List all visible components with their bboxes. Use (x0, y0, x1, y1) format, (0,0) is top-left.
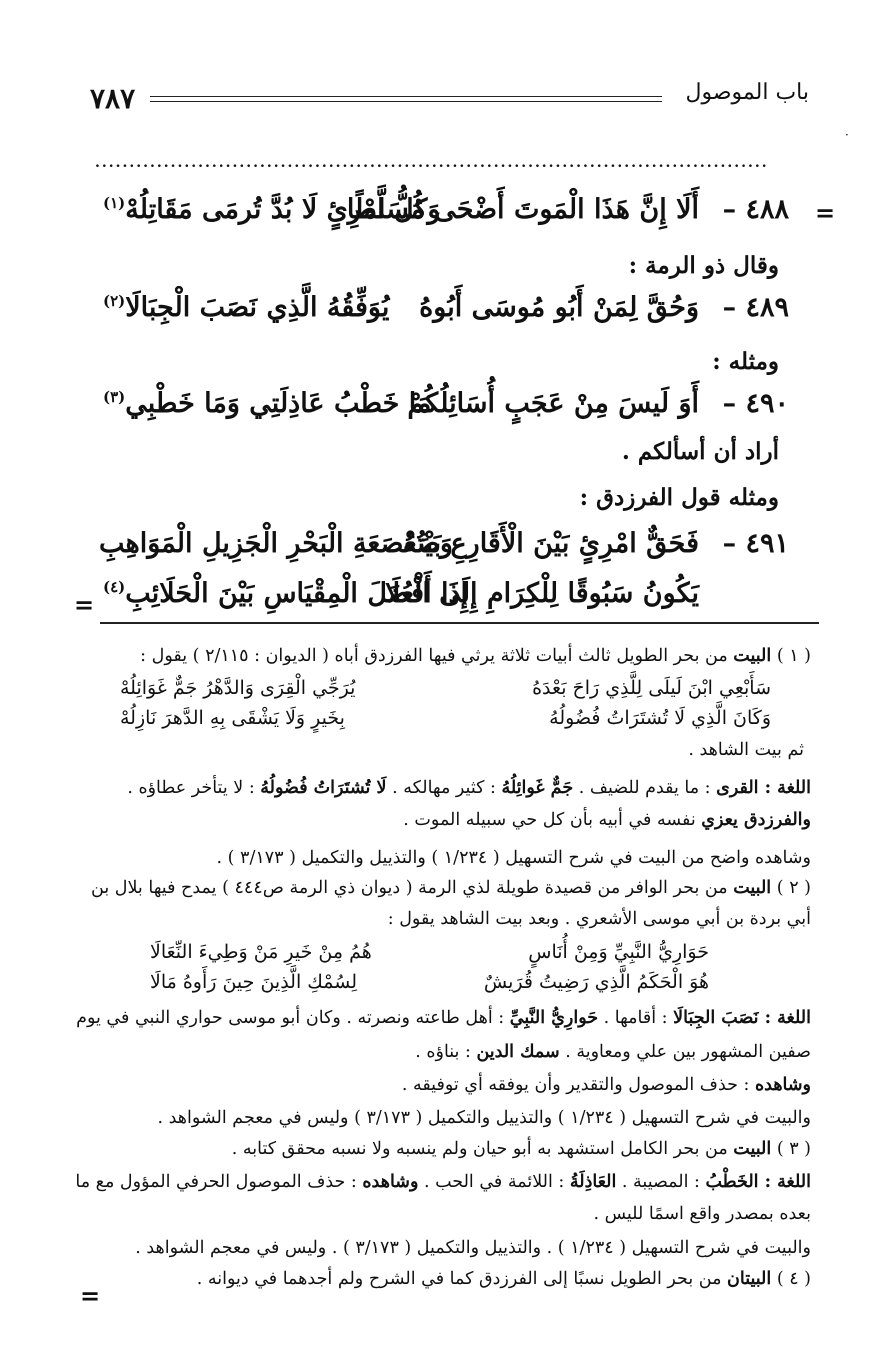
header-rule-bottom (150, 101, 662, 102)
footnote-line: ثم بيت الشاهد . (688, 740, 804, 760)
verse-489 (99, 292, 789, 338)
prose-line: ومثله قول الفرزدق : (579, 484, 779, 511)
footnote-rule (100, 622, 819, 624)
footnote-line: صفين المشهور بين علي ومعاوية . سمك الدين : بناؤه . (415, 1042, 811, 1062)
prose-line: ومثله : (712, 348, 779, 375)
footnote-line: اللغة : الخَطْبُ : المصيبة . العَاذِلَةُ : اللائمة في الحب . وشاهده : حذف الموصول الحرفي المؤول مع ما (75, 1172, 811, 1192)
footnote-line: والفرزدق يعزي نفسه في أبيه بأن كل حي سبيله الموت . (403, 810, 811, 830)
footnote-verse: بِخَيرٍ وَلَا يَشْقَى بِهِ الدَّهرَ نَازِلُهْ (120, 707, 345, 729)
verse-number: ٤٨٩ – (722, 292, 789, 323)
footnote-line: اللغة : نَصَبَ الجِبَالَا : أقامها . حَوارِيُّ النَّبِيِّ : أهل طاعته ونصرته . وكان أبو موسى حواري النبي في يوم (76, 1008, 811, 1028)
footnote-ref: (٢) (103, 292, 126, 310)
footnote-line: والبيت في شرح التسهيل ( ١/٢٣٤ ) والتذييل والتكميل ( ٣/١٧٣ ) وليس في معجم الشواهد . (157, 1108, 811, 1128)
prose-line: أراد أن أسألكم . (621, 438, 779, 465)
footnote-ref: (١) (103, 194, 126, 212)
verse-first-hemistich: فَحَقٌّ امْرِئٍ بَيْنَ الْأَقَارِعِ بَيْتُهُ (402, 528, 699, 559)
footnote-verse: وَكَانَ الَّذِي لَا تُشتَرَاتُ فُضُولُهُ (549, 707, 771, 729)
header-rule-top (150, 96, 662, 97)
footnote-verse: هُمُ مِنْ خَيرِ مَنْ وَطِيءَ النِّعَالَا (150, 941, 372, 963)
verse-second-hemistich: مَا خَطْبُ عَاذِلَتِي وَمَا خَطْبِي$^{(٣)}$ (103, 388, 432, 419)
continuation-mark: = (815, 198, 836, 227)
footnote-verse: سَأَبْعِي ابْنَ لَيلَى لِلَّذِي رَاحَ بَعْدَهُ (532, 677, 771, 699)
verse-second-hemistich: وَكُلُّ امْرِئٍ لَا بُدَّ تُرمَى مَقَاتِلُهْ$^{(١)}$ (103, 194, 441, 225)
footnote-line: بعده بمصدر واقع اسمًا لليس . (593, 1204, 811, 1224)
section-title: باب الموصول (685, 80, 809, 105)
verse-490 (99, 388, 789, 434)
footnote-verse: هُوَ الْحَكَمُ الَّذِي رَضِيتُ قُرَيشٌ (483, 971, 709, 993)
footnote-ref: (٣) (103, 388, 126, 406)
footnote-verse: حَوَارِيُّ النَّبِيِّ وَمِنْ أُنَاسٍ (528, 941, 709, 963)
verse-second-hemistich: يُوَفِّقُهُ الَّذِي نَصَبَ الْجِبَالَا$^{(٢)}$ (103, 292, 390, 323)
footnote-verse: يُرَجِّي الْقِرَى وَالدَّهْرُ جَمٌّ غَوَائِلُهْ (120, 677, 356, 699)
footnote-2: ( ٢ ) البيت من بحر الوافر من قصيدة طويلة لذي الرمة ( ديوان ذي الرمة ص٤٤٤ ) يمدح فيها بلال بن (91, 878, 812, 898)
verse-number: ٤٩١ – (722, 528, 789, 559)
footnote-line: أبي بردة بن أبي موسى الأشعري . وبعد بيت الشاهد يقول : (387, 909, 811, 929)
footnote-3: ( ٣ ) البيت من بحر الكامل استشهد به أبو حيان ولم ينسبه ولا نسبه محقق كتابه . (231, 1139, 811, 1159)
footnote-ref: (٤) (103, 578, 126, 596)
continuation-mark: = (74, 590, 95, 619)
footnote-line: اللغة : القرى : ما يقدم للضيف . جَمٌّ غَوائِلُهُ : كثير مهالكه . لَا تُشتَرَاتُ فُضُولُهُ : لا يتأخر عطاؤه . (127, 778, 811, 798)
dotted-separator: .................................................................................................. (95, 155, 769, 171)
footnote-4: ( ٤ ) البيتان من بحر الطويل نسبًا إلى الفرزدق كما في الشرح ولم أجدهما في ديوانه . (196, 1269, 811, 1289)
footnote-line: وشاهده واضح من البيت في شرح التسهيل ( ١/٢٣٤ ) والتذييل والتكميل ( ٣/١٧٣ ) . (216, 848, 811, 868)
page-number: ٧٨٧ (90, 82, 136, 115)
verse-491-continued (99, 578, 789, 624)
verse-first-hemistich: أَوَ لَيسَ مِنْ عَجَبٍ أُسَائِلُكُمْ (407, 388, 699, 419)
footnote-line: وشاهده : حذف الموصول والتقدير وأن يوفقه أي توفيقه . (401, 1075, 811, 1095)
verse-number: ٤٨٨ – (722, 194, 789, 225)
verse-491 (99, 528, 789, 574)
margin-dot: · (845, 128, 849, 142)
verse-second-hemistich: إِذَا أَفْضَلَ الْمِقْيَاسِ بَيْنَ الْحَلَائِبِ$^{(٤)}$ (103, 578, 469, 609)
verse-number: ٤٩٠ – (722, 388, 789, 419)
footnote-verse: لِسُمْكِ الَّذِينَ حِينَ رَأَوهُ مَالَا (150, 971, 358, 993)
continuation-mark: = (80, 1281, 101, 1310)
verse-first-hemistich: يَكُونُ سَبُوقًا لِلْكِرَامِ إِلَى الْعُلَا (385, 578, 699, 609)
prose-line: وقال ذو الرمة : (628, 252, 779, 279)
footnote-1: ( ١ ) البيت من بحر الطويل ثالث أبيات ثلاثة يرثي فيها الفرزدق أباه ( الديوان : ٢/١١٥ ) يقول : (140, 646, 811, 666)
verse-first-hemistich: أَلَا إِنَّ هَذَا الْمَوتَ أَضْحَى مُسَلَّطًا (346, 194, 699, 225)
verse-first-hemistich: وَحُقَّ لِمَنْ أَبُو مُوسَى أَبُوهُ (419, 292, 699, 323)
footnote-line: والبيت في شرح التسهيل ( ١/٢٣٤ ) . والتذييل والتكميل ( ٣/١٧٣ ) . وليس في معجم الشواهد . (135, 1238, 811, 1258)
verse-488 (99, 194, 789, 240)
verse-second-hemistich: وَصَعْصَعَةِ الْبَحْرِ الْجَزِيلِ الْمَوَاهِبِ (99, 528, 453, 559)
